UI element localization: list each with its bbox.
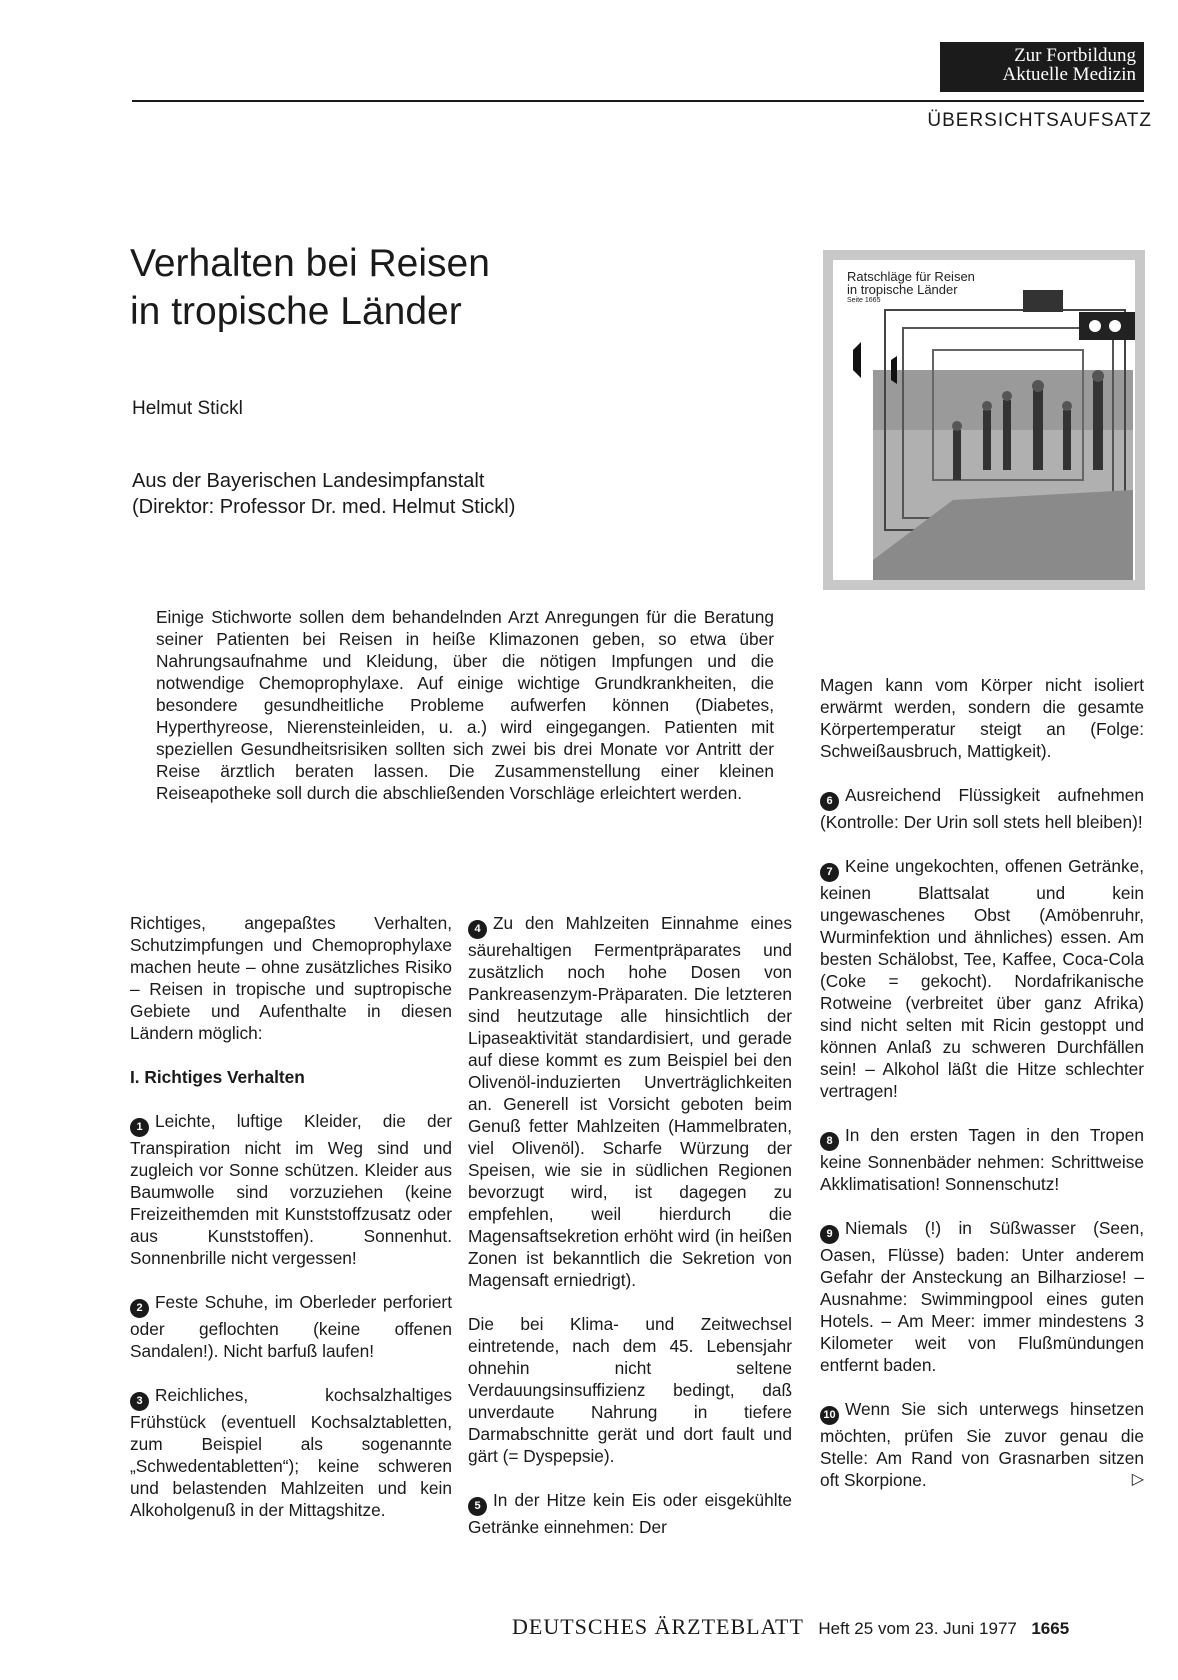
cover-caption-page: Seite 1665	[847, 297, 881, 304]
list-item-text: Feste Schuhe, im Oberleder perforiert oder geflochten (keine offenen Sandalen!). Nicht barfuß laufen!	[130, 1292, 452, 1361]
page-number: 1665	[1031, 1619, 1070, 1638]
number-marker: 9	[820, 1225, 839, 1244]
list-item	[468, 1489, 792, 1538]
author-name: Helmut Stickl	[132, 398, 243, 419]
cover-caption	[847, 270, 975, 306]
header-rule	[132, 100, 1144, 102]
list-item-text: Leichte, luftige Kleider, die der Transpiration nicht im Weg sind und zugleich vor Sonne schützen. Kleider aus Baumwolle sind vorzuziehen (keine Freizeithemden mit Kunststoffzusatz oder aus Kunststoffen). Sonnenhut. Sonnenbrille nicht vergessen!	[130, 1111, 452, 1268]
article-title	[130, 240, 490, 336]
list-item	[820, 855, 1144, 1102]
abstract: Einige Stichworte sollen dem behandelnden Arzt Anregungen für die Beratung seiner Patienten bei Reisen in heiße Klimazonen geben, so etwa über Nahrungsaufnahme und Kleidung, über die nötigen Impfungen und die notwendige Chemoprophylaxe. Auf einige wichtige Grundkrankheiten, die besondere gesundheitliche Probleme aufwerfen können (Diabetes, Hyperthyreose, Nierensteinleiden, u. a.) wird eingegangen. Patienten mit speziellen Gesundheitsrisiken sollten sich zwei bis drei Monate vor Antritt der Reise ärztlich beraten lassen. Die Zusammenstellung einer kleinen Reiseapotheke soll durch die abschließenden Vorschläge erleichtert werden.	[156, 607, 774, 803]
journal-name: DEUTSCHES ÄRZTEBLATT	[512, 1614, 804, 1639]
cover-photo	[833, 260, 1135, 580]
list-item	[820, 1217, 1144, 1376]
number-marker: 1	[130, 1118, 149, 1137]
affiliation-line-1: Aus der Bayerischen Landesimpfanstalt	[132, 470, 485, 492]
list-item-text: Wenn Sie sich unterwegs hinsetzen möchten, prüfen Sie zuvor genau die Stelle: Am Rand von Grasnarben sitzen oft Skorpione.	[820, 1399, 1144, 1490]
number-marker: 2	[130, 1299, 149, 1318]
cover-image	[823, 250, 1145, 590]
cover-caption-line-2: in tropische Länder	[847, 282, 958, 297]
column-left	[130, 912, 452, 1521]
column-middle	[468, 912, 792, 1538]
issue-info: Heft 25 vom 23. Juni 1977	[818, 1619, 1017, 1638]
list-item-text: Zu den Mahlzeiten Einnahme eines säurehaltigen Fermentpräparates und zusätzlich noch hohe Dosen von Pankreasenzym-Präparaten. Die letzteren sind heutzutage alle hinsichtlich der Lipaseaktivität standardisiert, und gerade auf diese kommt es zum Beispiel bei den Olivenöl-induzierten Unverträglichkeiten an. Generell ist Vorsicht geboten beim Genuß fetter Mahlzeiten (Hammelbraten, viel Olivenöl). Scharfe Würzung der Speisen, wie sie in südlichen Regionen bevorzugt wird, ist dagegen zu empfehlen, weil hierdurch die Magensaftsekretion erhöht wird (in heißen Zonen ist bekanntlich die Sekretion von Magensaft erniedrigt).	[468, 913, 792, 1290]
list-item-text: In der Hitze kein Eis oder eisgekühlte Getränke einnehmen: Der	[468, 1490, 792, 1537]
body-paragraph: Die bei Klima- und Zeitwechsel eintretende, nach dem 45. Lebensjahr ohnehin nicht seltene Verdauungsinsuffizienz bedingt, daß unverdaute Nahrung in tiefere Darmabschnitte gerät und dort fault und gärt (= Dyspepsie).	[468, 1314, 792, 1466]
list-item	[820, 1124, 1144, 1195]
cover-photo-graphic	[833, 260, 1135, 580]
list-item-text: Reichliches, kochsalzhaltiges Frühstück (eventuell Kochsalztabletten, zum Beispiel als sogenannte „Schwedentabletten“); keine schweren und belastenden Mahlzeiten und kein Alkoholgenuß in der Mittagshitze.	[130, 1385, 452, 1520]
list-item	[820, 784, 1144, 833]
list-item-text: Niemals (!) in Süßwasser (Seen, Oasen, Flüsse) baden: Unter anderem Gefahr der Ansteckung an Bilharziose! – Ausnahme: Swimmingpool eines guten Hotels. – Am Meer: immer mindestens 3 Kilometer weit von Flußmündungen entfernt baden.	[820, 1218, 1144, 1375]
number-marker: 6	[820, 792, 839, 811]
affiliation-line-2: (Direktor: Professor Dr. med. Helmut Stickl)	[132, 496, 516, 518]
affiliation	[132, 468, 515, 520]
number-marker: 5	[468, 1497, 487, 1516]
number-marker: 4	[468, 920, 487, 939]
list-item	[130, 1110, 452, 1269]
section-label: ÜBERSICHTSAUFSATZ	[927, 110, 1152, 131]
title-line-2: in tropische Länder	[130, 290, 462, 333]
continued-paragraph: Magen kann vom Körper nicht isoliert erwärmt werden, sondern die gesamte Körpertemperatur steigt an (Folge: Schweißausbruch, Mattigkeit).	[820, 675, 1144, 761]
list-item	[130, 1291, 452, 1362]
list-item-text: In den ersten Tagen in den Tropen keine Sonnenbäder nehmen: Schrittweise Akklimatisation! Sonnenschutz!	[820, 1125, 1144, 1194]
section-badge	[940, 42, 1144, 92]
title-line-1: Verhalten bei Reisen	[130, 242, 490, 285]
intro-paragraph: Richtiges, angepaßtes Verhalten, Schutzimpfungen und Chemoprophylaxe machen heute – ohne zusätzliches Risiko – Reisen in tropische und suptropische Gebiete und Aufenthalte in diesen Ländern möglich:	[130, 913, 452, 1043]
cover-caption-line-1: Ratschläge für Reisen	[847, 269, 975, 284]
number-marker: 7	[820, 863, 839, 882]
badge-line-1: Zur Fortbildung	[1014, 45, 1136, 66]
list-item-text: Keine ungekochten, offenen Getränke, keinen Blattsalat und kein ungewaschenes Obst (Amöbenruhr, Wurminfektion und ähnliches) essen. Am besten Schälobst, Tee, Kaffee, Coca-Cola (Coke = gekocht). Nordafrikanische Rotweine (verbreitet über ganz Afrika) sind nicht selten mit Ricin gestoppt und können Anlaß zu schweren Durchfällen sein! – Alkohol läßt die Hitze schlechter vertragen!	[820, 856, 1144, 1101]
badge-line-2: Aktuelle Medizin	[1002, 64, 1136, 85]
list-item	[468, 912, 792, 1291]
number-marker: 3	[130, 1392, 149, 1411]
list-item-text: Ausreichend Flüssigkeit aufnehmen (Kontrolle: Der Urin soll stets hell bleiben)!	[820, 785, 1144, 832]
section-heading: I. Richtiges Verhalten	[130, 1067, 305, 1087]
number-marker: 8	[820, 1132, 839, 1151]
column-right	[820, 674, 1144, 1491]
list-item	[130, 1384, 452, 1521]
page-footer	[512, 1614, 1069, 1640]
list-item	[820, 1398, 1144, 1491]
continue-arrow-icon: ▷	[1131, 1471, 1144, 1488]
number-marker: 10	[820, 1406, 839, 1425]
